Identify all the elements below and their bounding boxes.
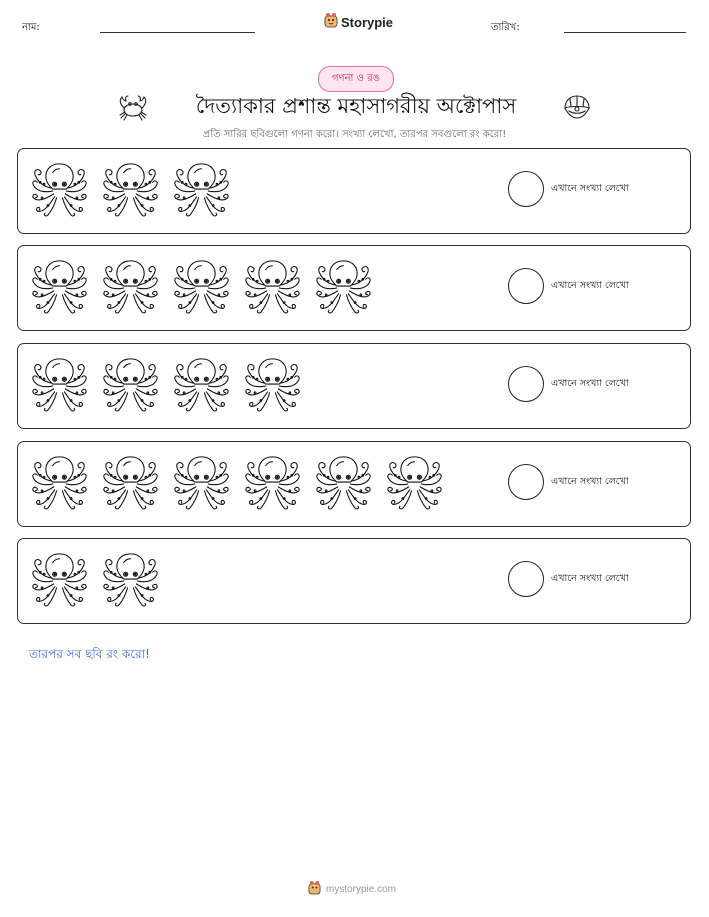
octopus-icon[interactable]	[314, 454, 373, 512]
answer-circle[interactable]	[508, 464, 544, 500]
octopus-icon[interactable]	[101, 258, 160, 316]
name-label: নাম:	[22, 22, 40, 33]
octopus-icon[interactable]	[30, 551, 89, 609]
octopus-icon[interactable]	[30, 258, 89, 316]
worksheet-instructions: প্রতি সারির ছবিগুলো গণনা করো। সংখ্যা লেখো, তারপর সবগুলো রং করো!	[202, 129, 507, 140]
site-url: mystorypie.com	[326, 884, 397, 895]
answer-circle[interactable]	[508, 561, 544, 597]
storypie-logo-icon	[308, 880, 321, 899]
name-line[interactable]	[100, 32, 255, 33]
octopus-icon[interactable]	[243, 454, 302, 512]
category-tag: গণনা ও রঙ	[318, 66, 394, 92]
counting-row	[17, 538, 691, 624]
counting-row	[17, 148, 691, 234]
octopus-group	[30, 356, 302, 414]
answer-prompt: এখানে সংখ্যা লেখো	[551, 280, 629, 291]
storypie-logo-icon	[324, 12, 338, 32]
octopus-group	[30, 454, 444, 512]
answer-prompt: এখানে সংখ্যা লেখো	[551, 378, 629, 389]
brand-name: Storypie	[341, 14, 394, 30]
octopus-icon[interactable]	[172, 258, 231, 316]
octopus-icon[interactable]	[172, 161, 231, 219]
octopus-icon[interactable]	[101, 161, 160, 219]
answer-prompt: এখানে সংখ্যা লেখো	[551, 573, 629, 584]
octopus-group	[30, 161, 231, 219]
answer-circle[interactable]	[508, 268, 544, 304]
octopus-icon[interactable]	[385, 454, 444, 512]
octopus-icon[interactable]	[243, 356, 302, 414]
answer-prompt: এখানে সংখ্যা লেখো	[551, 183, 629, 194]
octopus-icon[interactable]	[243, 258, 302, 316]
octopus-icon[interactable]	[172, 454, 231, 512]
answer-circle[interactable]	[508, 366, 544, 402]
date-label: তারিখ:	[491, 22, 520, 33]
clam-icon	[562, 94, 592, 124]
footer-instruction: তারপর সব ছবি রং করো!	[29, 647, 150, 661]
octopus-icon[interactable]	[30, 161, 89, 219]
answer-prompt: এখানে সংখ্যা লেখো	[551, 476, 629, 487]
octopus-icon[interactable]	[30, 454, 89, 512]
octopus-group	[30, 551, 160, 609]
octopus-icon[interactable]	[30, 356, 89, 414]
octopus-icon[interactable]	[314, 258, 373, 316]
octopus-icon[interactable]	[101, 356, 160, 414]
answer-circle[interactable]	[508, 171, 544, 207]
site-footer	[308, 880, 396, 899]
worksheet-header	[0, 0, 709, 45]
counting-row	[17, 245, 691, 331]
octopus-group	[30, 258, 373, 316]
title-row	[0, 92, 709, 122]
worksheet-title: দৈত্যাকার প্রশান্ত মহাসাগরীয় অক্টোপাস	[195, 94, 517, 118]
counting-row	[17, 441, 691, 527]
brand	[324, 12, 393, 32]
counting-row	[17, 343, 691, 429]
octopus-icon[interactable]	[101, 454, 160, 512]
crab-icon	[116, 92, 150, 126]
octopus-icon[interactable]	[172, 356, 231, 414]
date-line[interactable]	[564, 32, 686, 33]
octopus-icon[interactable]	[101, 551, 160, 609]
